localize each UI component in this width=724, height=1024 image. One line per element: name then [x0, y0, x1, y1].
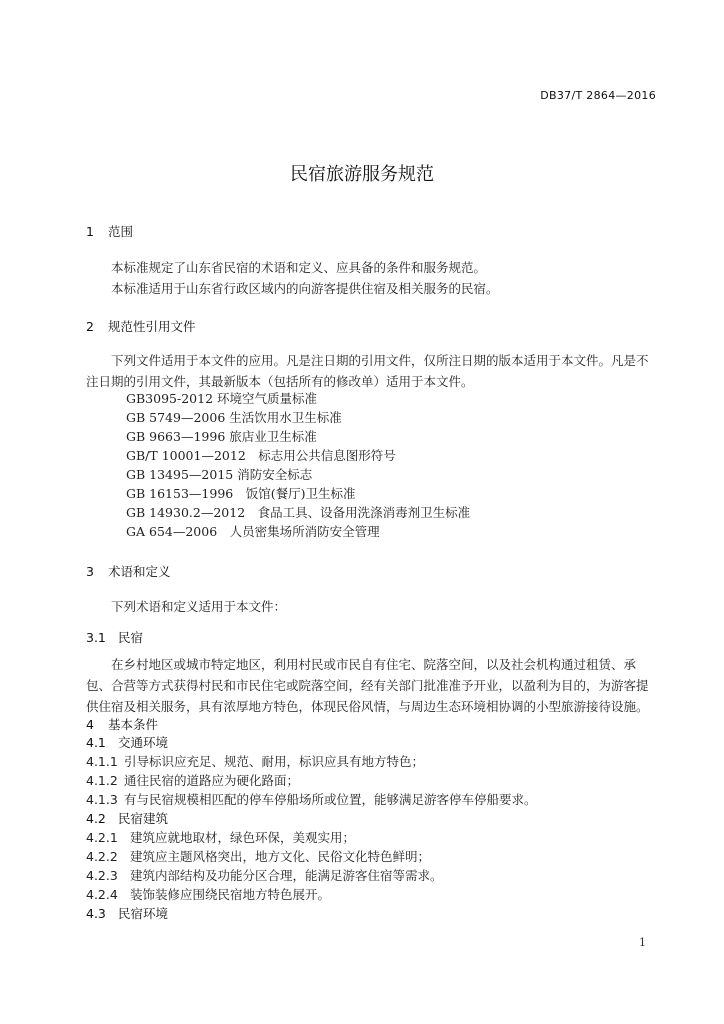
subsection-3-1-heading: [86, 628, 143, 646]
document-title: 民宿旅游服务规范: [290, 164, 434, 185]
clause-4-1-1: [86, 752, 424, 770]
section-number: 1: [86, 224, 94, 239]
section-2-heading: [86, 317, 196, 335]
section-number: 2: [86, 319, 94, 334]
reference-item: GB 13495—2015 消防安全标志: [126, 467, 313, 482]
subsection-4-3-heading: [86, 904, 168, 922]
clause-text: 装饰装修应围绕民宿地方特色展开。: [130, 887, 331, 902]
subsection-number: 4.3: [86, 906, 106, 921]
clause-4-1-2: [86, 771, 299, 789]
normative-references-list: [126, 389, 470, 541]
reference-item: GB3095-2012 环境空气质量标准: [126, 391, 317, 406]
paragraph: 本标准规定了山东省民宿的术语和定义、应具备的条件和服务规范。: [111, 260, 487, 275]
section-title: 范围: [108, 224, 134, 239]
clause-text: 有与民宿规模相匹配的停车停船场所或位置，能够满足游客停车停船要求。: [124, 792, 537, 807]
clause-number: 4.2.3: [86, 868, 118, 883]
section-1-body: [86, 257, 656, 299]
paragraph: 下列文件适用于本文件的应用。凡是注日期的引用文件，仅所注日期的版本适用于本文件。凡是不注日期的引用文件，其最新版本（包括所有的修改单）适用于本文件。: [86, 353, 649, 389]
clause-text: 建筑内部结构及功能分区合理，能满足游客住宿等需求。: [130, 868, 443, 883]
subsection-title: 民宿: [118, 630, 144, 645]
clause-number: 4.1.3: [86, 792, 118, 807]
section-4-heading: [86, 715, 158, 733]
subsection-number: 4.1: [86, 735, 106, 750]
reference-item: GB 16153—1996 饭馆(餐厅)卫生标准: [126, 486, 356, 501]
clause-4-1-3: [86, 790, 537, 808]
reference-item: GB 14930.2—2012 食品工具、设备用洗涤消毒剂卫生标准: [126, 505, 471, 520]
section-3-heading: [86, 562, 171, 580]
paragraph: 下列术语和定义适用于本文件：: [111, 599, 287, 614]
reference-item: GB/T 10001—2012 标志用公共信息图形符号: [126, 448, 396, 463]
clause-text: 引导标识应充足、规范、耐用，标识应具有地方特色；: [124, 754, 425, 769]
section-2-intro: [86, 350, 656, 392]
reference-item: GB 5749—2006 生活饮用水卫生标准: [126, 410, 342, 425]
clause-text: 通往民宿的道路应为硬化路面；: [124, 773, 300, 788]
section-1-heading: [86, 222, 133, 240]
subsection-title: 民宿建筑: [118, 811, 169, 826]
section-number: 3: [86, 564, 94, 579]
subsection-4-2-heading: [86, 809, 168, 827]
clause-text: 建筑应就地取材，绿色环保，美观实用；: [130, 830, 356, 845]
clause-number: 4.2.2: [86, 849, 118, 864]
clause-4-2-3: [86, 866, 443, 884]
clause-number: 4.1.2: [86, 773, 118, 788]
paragraph: 本标准适用于山东省行政区域内的向游客提供住宿及相关服务的民宿。: [111, 281, 499, 296]
section-3-intro: [86, 596, 656, 617]
clause-number: 4.1.1: [86, 754, 118, 769]
definition-minsu: [86, 654, 656, 717]
subsection-title: 民宿环境: [118, 906, 169, 921]
section-title: 规范性引用文件: [108, 319, 196, 334]
subsection-4-1-heading: [86, 733, 168, 751]
clause-4-2-2: [86, 847, 430, 865]
section-number: 4: [86, 717, 94, 732]
subsection-number: 3.1: [86, 630, 106, 645]
document-code: DB37/T 2864—2016: [540, 89, 656, 102]
reference-item: GA 654—2006 人员密集场所消防安全管理: [126, 524, 380, 539]
section-title: 基本条件: [108, 717, 159, 732]
subsection-number: 4.2: [86, 811, 106, 826]
clause-4-2-1: [86, 828, 355, 846]
paragraph: 在乡村地区或城市特定地区，利用村民或市民自有住宅、院落空间，以及社会机构通过租赁、承包、合营等方式获得村民和市民住宅或院落空间，经有关部门批准准予开业，以盈利为目的，为游客提供住宿及相关服务，具有浓厚地方特色，体现民俗风情，与周边生态环境相协调的小型旅游接待设施。: [86, 657, 649, 714]
subsection-title: 交通环境: [118, 735, 169, 750]
clause-4-2-4: [86, 885, 330, 903]
clause-number: 4.2.1: [86, 830, 118, 845]
page-number: 1: [639, 936, 646, 949]
section-title: 术语和定义: [108, 564, 171, 579]
reference-item: GB 9663—1996 旅店业卫生标准: [126, 429, 317, 444]
clause-text: 建筑应主题风格突出，地方文化、民俗文化特色鲜明；: [130, 849, 431, 864]
clause-number: 4.2.4: [86, 887, 118, 902]
